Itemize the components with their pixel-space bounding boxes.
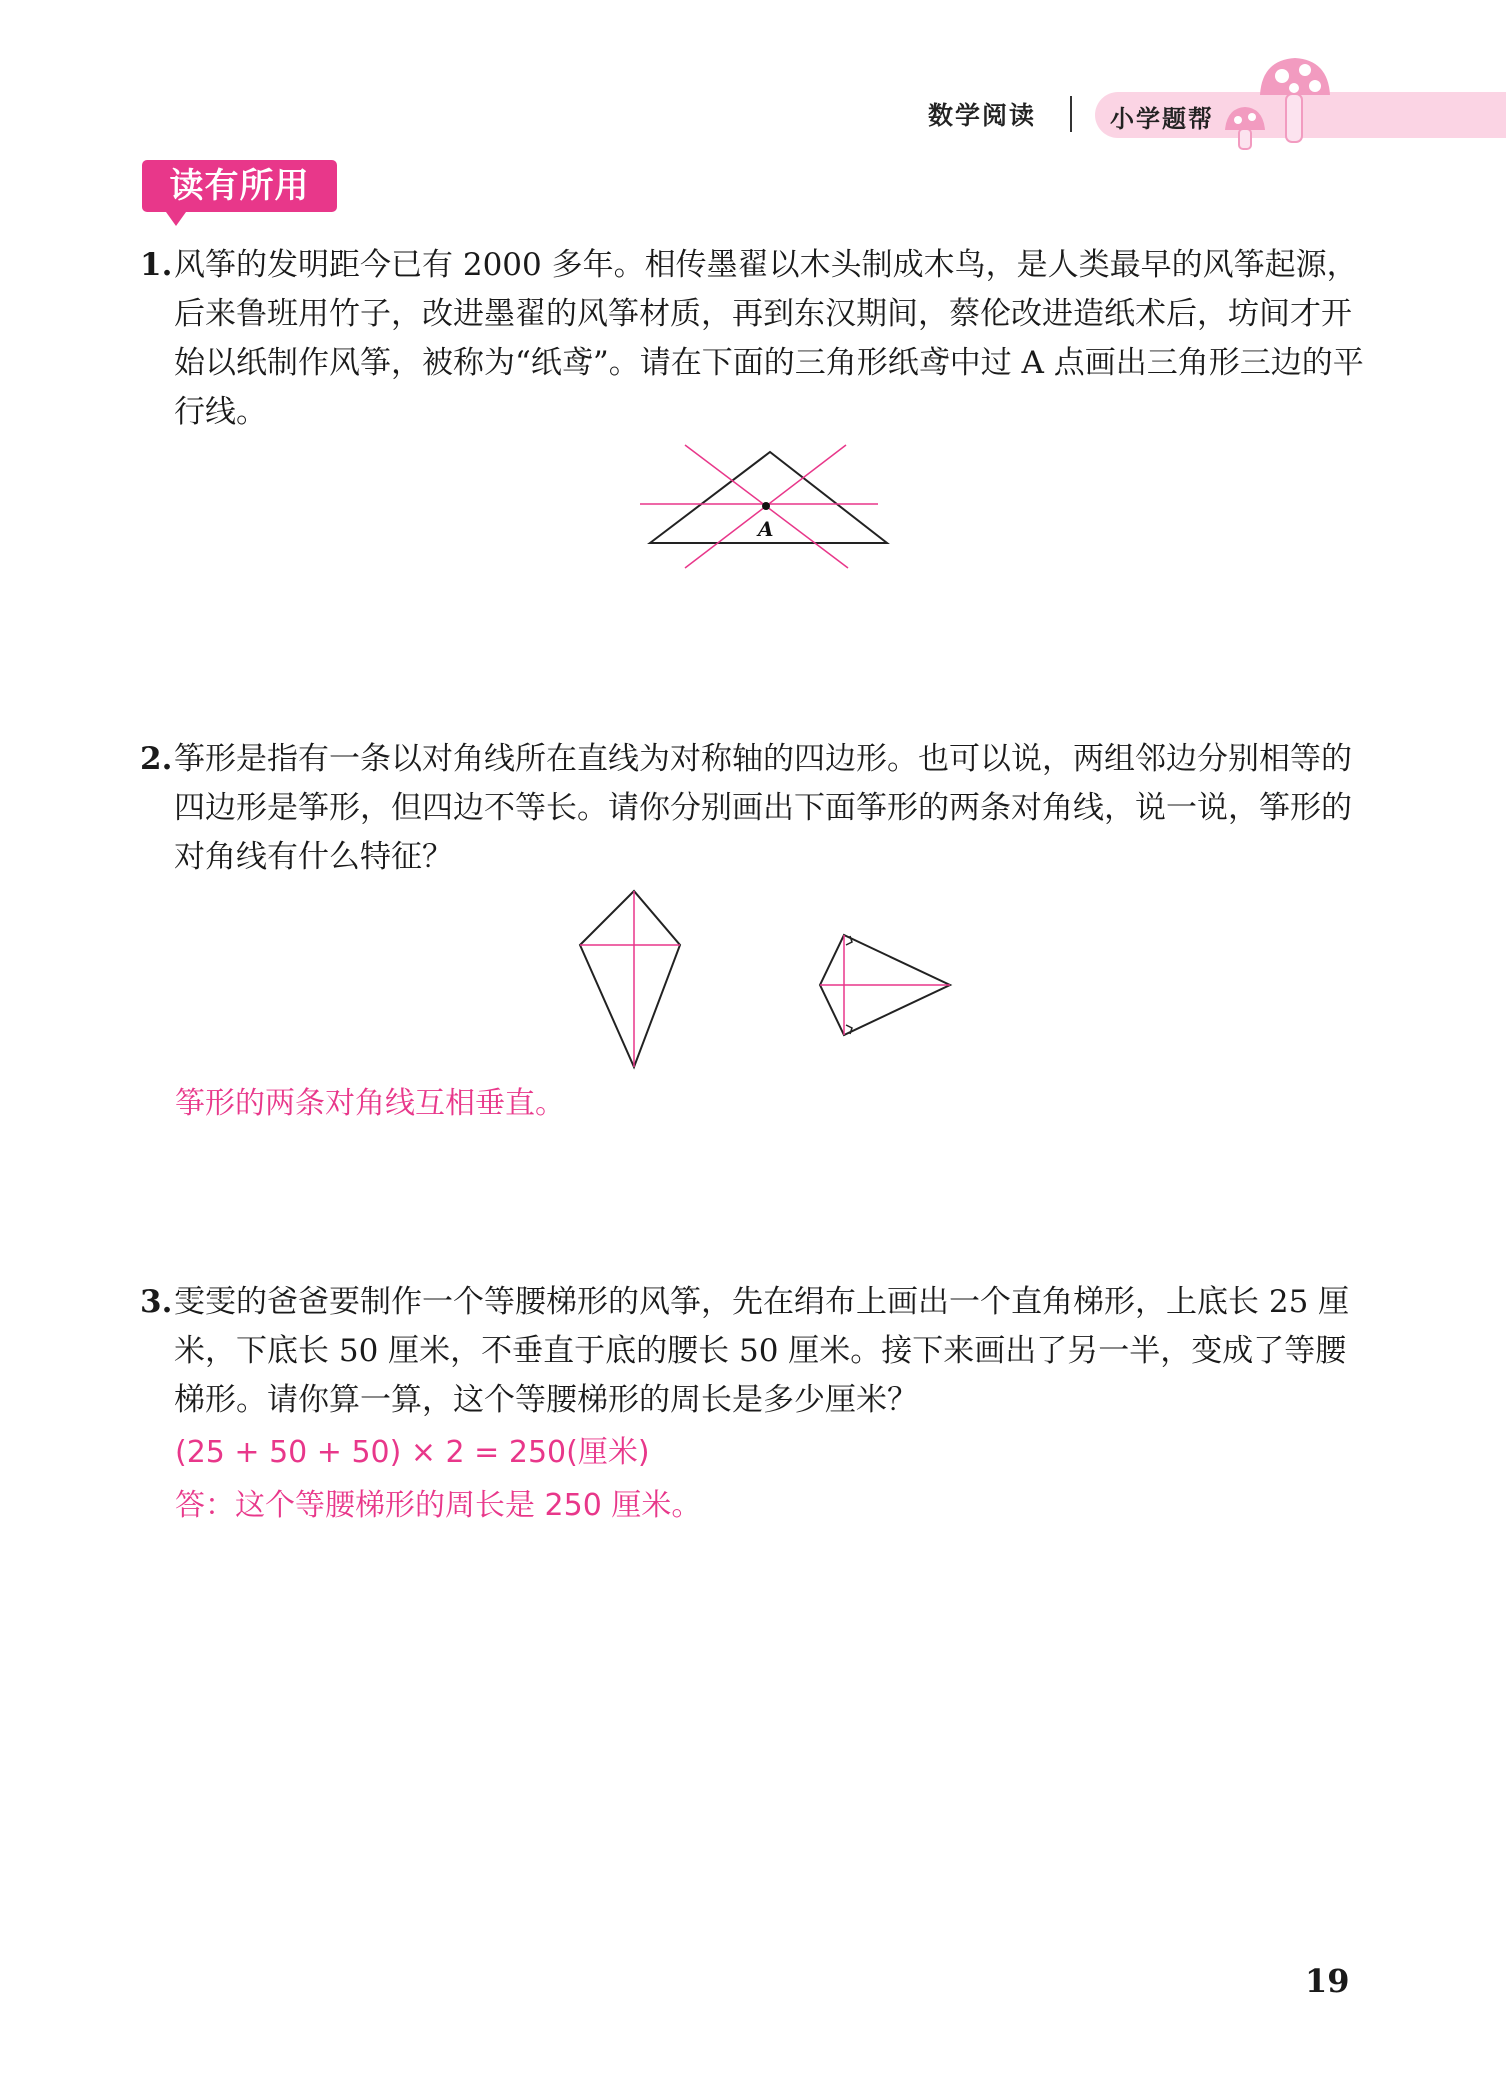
question-number: 3. xyxy=(140,1284,173,1320)
question-text: 风筝的发明距今已有 2000 多年。相传墨翟以木头制成木鸟，是人类最早的风筝起源，后来鲁班用竹子，改进墨翟的风筝材质，再到东汉期间，蔡伦改进造纸术后，坊间才开始以纸制作风筝，被称为“纸鸢”。请在下面的三角形纸鸢中过 A 点画出三角形三边的平行线。 xyxy=(174,247,1364,430)
triangle-figure xyxy=(630,440,890,580)
header-separator xyxy=(1070,96,1072,132)
kite-figure-left xyxy=(570,885,690,1075)
point-a xyxy=(762,502,770,510)
question-text: 雯雯的爸爸要制作一个等腰梯形的风筝，先在绢布上画出一个直角梯形，上底长 25 厘米，下底长 50 厘米，不垂直于底的腰长 50 厘米。接下来画出了另一半，变成了等腰梯形。请你算一算，这个等腰梯形的周长是多少厘米？ xyxy=(174,1284,1350,1418)
section-tag: 读有所用 xyxy=(142,160,337,212)
series-title: 小学题帮 xyxy=(1110,105,1214,133)
answer-3-statement: 答：这个等腰梯形的周长是 250 厘米。 xyxy=(175,1488,702,1523)
question-3 xyxy=(140,1278,1365,1425)
book-title: 数学阅读 xyxy=(928,101,1037,130)
answer-2: 筝形的两条对角线互相垂直。 xyxy=(175,1086,565,1121)
question-text: 筝形是指有一条以对角线所在直线为对称轴的四边形。也可以说，两组邻边分别相等的四边形是筝形，但四边不等长。请你分别画出下面筝形的两条对角线，说一说，筝形的对角线有什么特征？ xyxy=(174,741,1352,875)
page-number: 19 xyxy=(1305,1962,1350,2000)
mushroom-decoration-icon xyxy=(1220,50,1340,150)
kite-figure-right xyxy=(810,925,960,1045)
question-number: 1. xyxy=(140,247,173,283)
question-number: 2. xyxy=(140,741,173,777)
question-1 xyxy=(140,241,1365,437)
question-2 xyxy=(140,735,1365,882)
kite-outline xyxy=(580,891,680,1067)
answer-3-calculation: (25 + 50 + 50) × 2 = 250(厘米) xyxy=(175,1435,650,1470)
point-a-label: A xyxy=(758,517,774,541)
